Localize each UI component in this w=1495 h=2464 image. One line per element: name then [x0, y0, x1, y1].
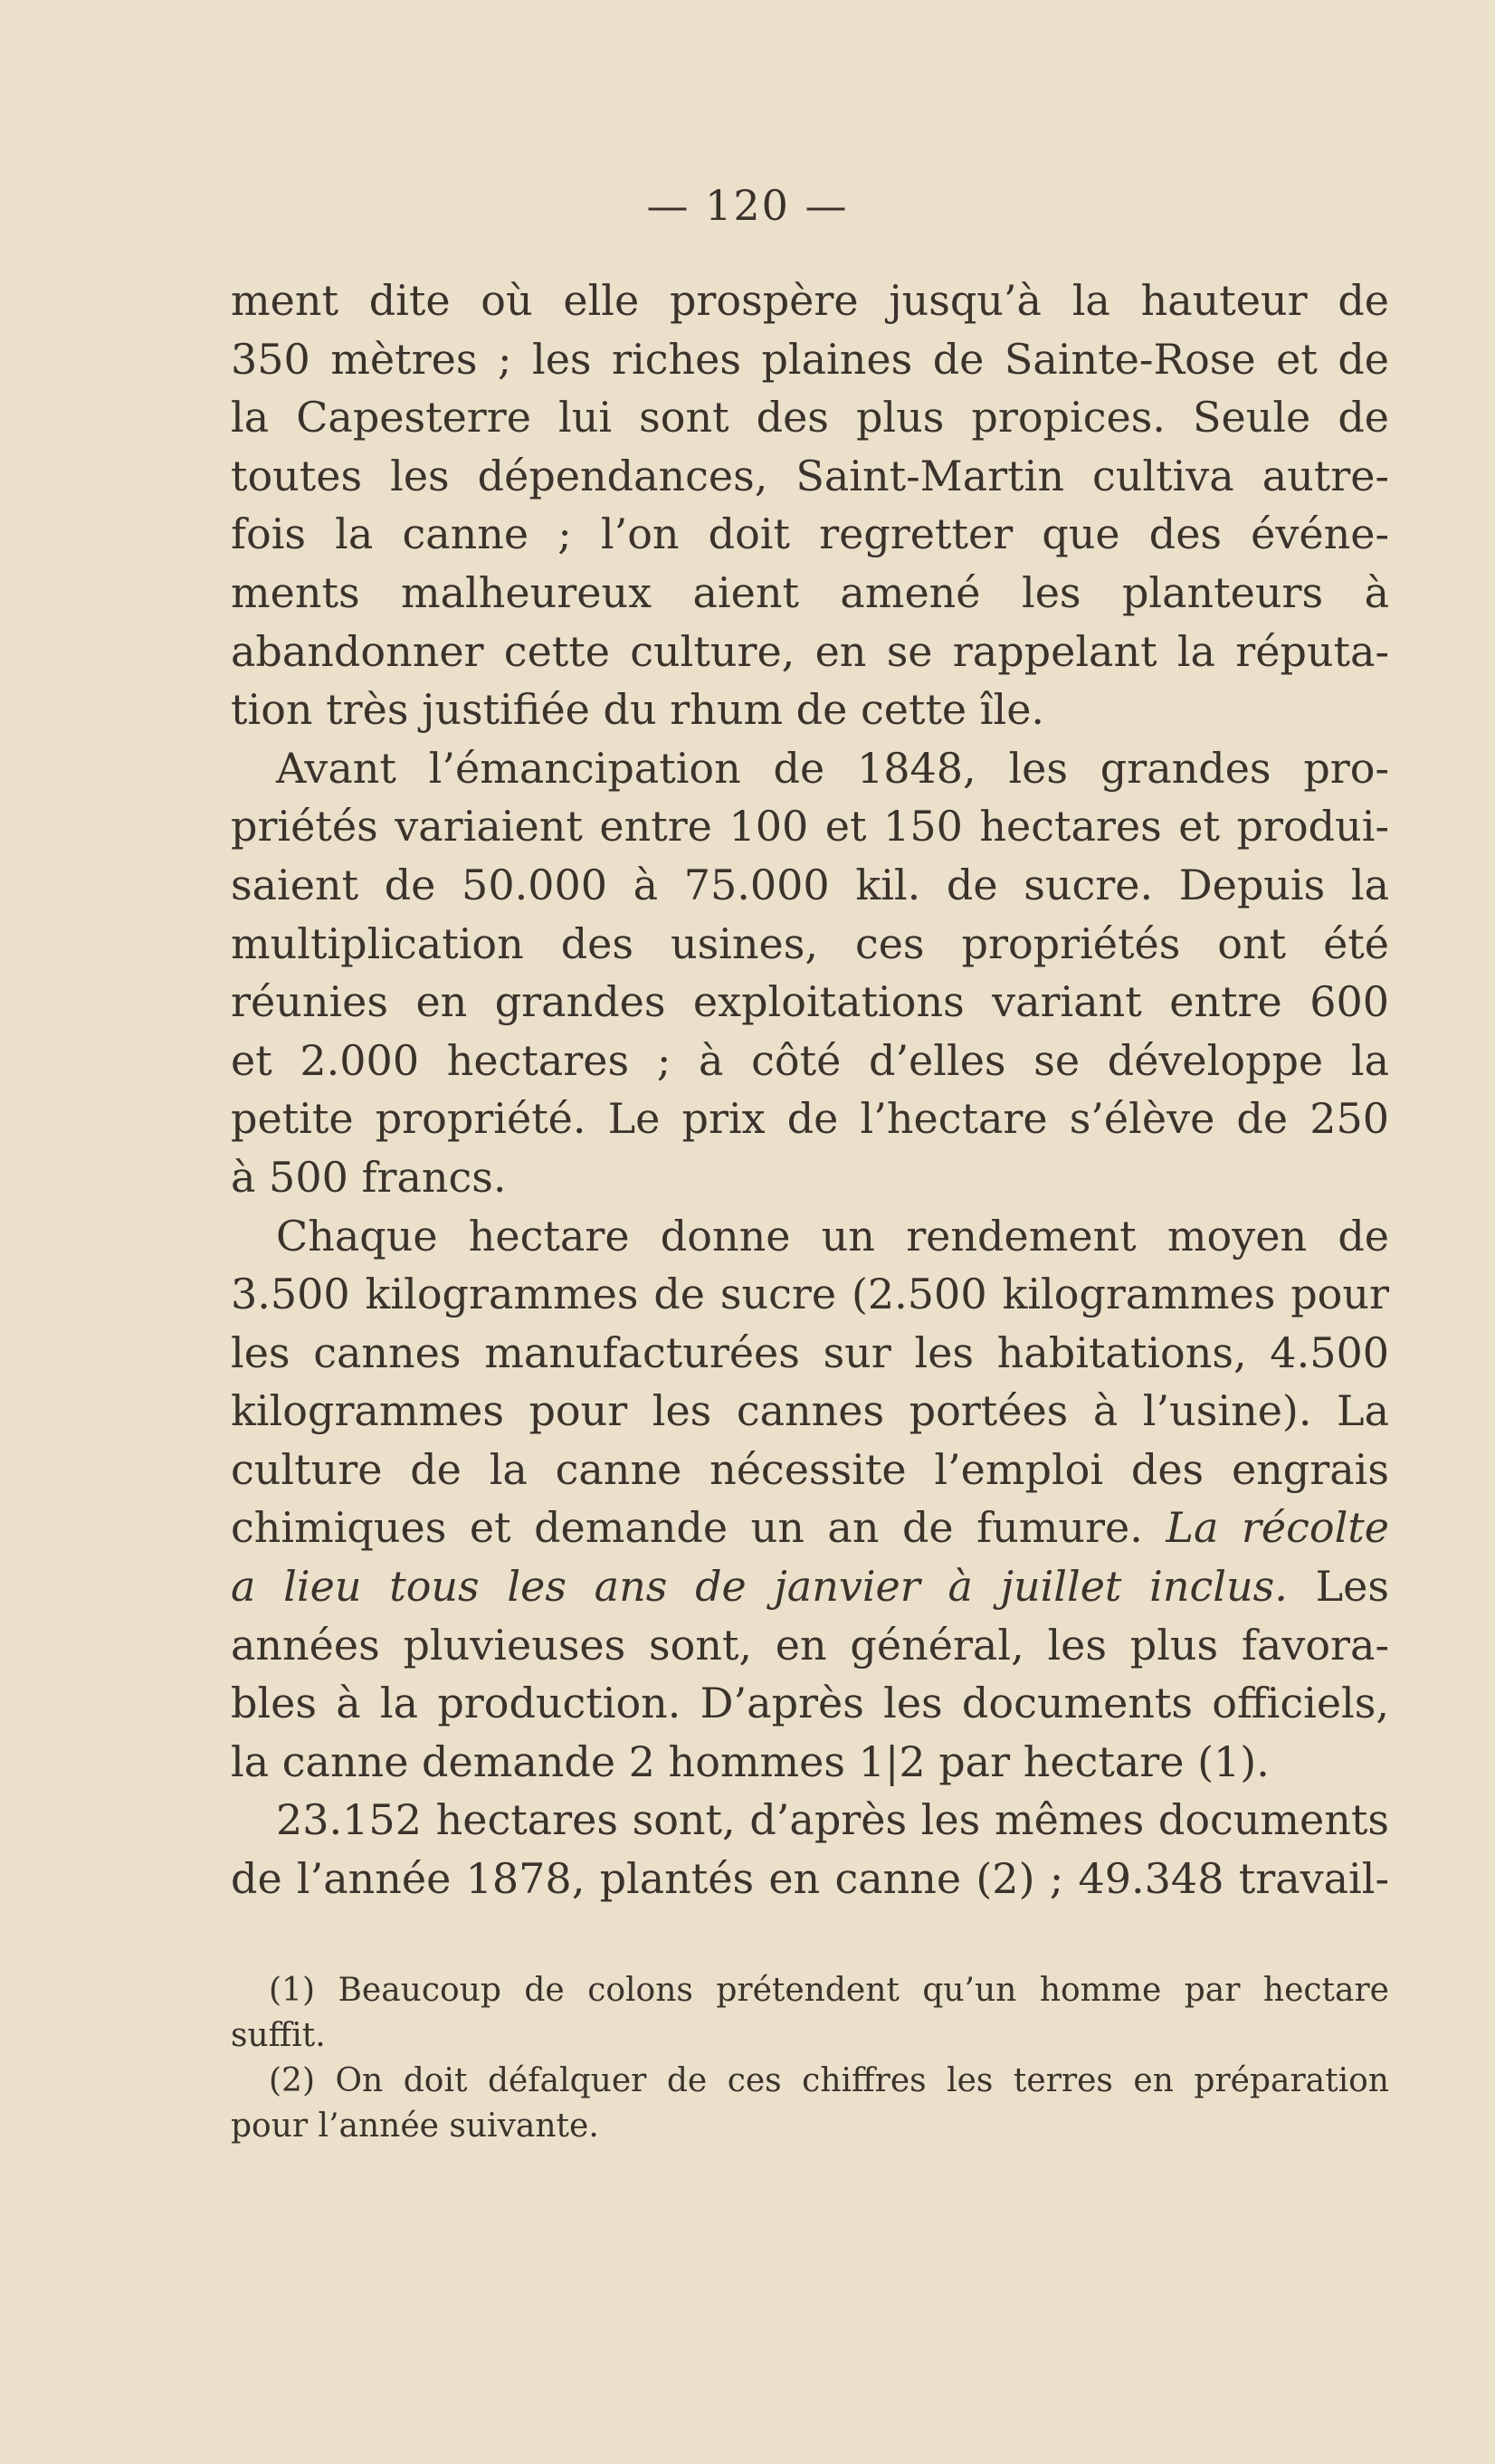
- text-line: la Capesterre lui sont des plus propices. Seule de: [231, 393, 1389, 442]
- text-line: priétés variaient entre 100 et 150 hectares et produi-: [231, 802, 1389, 851]
- text-line: les cannes manufacturées sur les habitations, 4.500: [231, 1327, 1389, 1377]
- italic-segment: La récolte: [1166, 1503, 1390, 1553]
- text-line: tion très justifiée du rhum de cette île.: [231, 685, 1045, 735]
- text-line: 3.500 kilogrammes de sucre (2.500 kilogrammes pour: [231, 1270, 1389, 1319]
- text-line: multiplication des usines, ces propriétés ont été: [231, 918, 1389, 968]
- footnotes: [231, 1968, 1389, 2149]
- text-line: années pluvieuses sont, en général, les plus favora-: [231, 1620, 1389, 1670]
- text-line: bles à la production. D’après les documents officiels,: [231, 1679, 1389, 1728]
- footnote-line: suffit.: [231, 2017, 326, 2054]
- text-line: 350 mètres ; les riches plaines de Sainte-Rose et de: [231, 334, 1389, 384]
- text-line: fois la canne ; l’on doit regretter que des événe-: [231, 509, 1389, 559]
- footnote-line: (1) Beaucoup de colons prétendent qu’un homme par hectare: [269, 1972, 1389, 2009]
- page-number: — 120 —: [646, 181, 849, 230]
- text-line: de l’année 1878, plantés en canne (2) ; 49.348 travail-: [231, 1854, 1389, 1904]
- text-line: ment dite où elle prospère jusqu’à la hauteur de: [231, 276, 1389, 325]
- italic-segment: a lieu tous les ans de janvier à juillet inclus.: [231, 1562, 1288, 1612]
- text-line: 23.152 hectares sont, d’après les mêmes documents: [276, 1795, 1389, 1845]
- text-line: abandonner cette culture, en se rappelant la réputa-: [231, 626, 1389, 676]
- text-line: Chaque hectare donne un rendement moyen de: [276, 1211, 1389, 1261]
- text-line: la canne demande 2 hommes 1|2 par hectare (1).: [231, 1736, 1270, 1786]
- text-line: et 2.000 hectares ; à côté d’elles se développe la: [231, 1035, 1389, 1085]
- text-line: saient de 50.000 à 75.000 kil. de sucre. Depuis la: [231, 860, 1389, 909]
- body-text: [231, 271, 1389, 1908]
- text-line: réunies en grandes exploitations variant entre 600: [231, 977, 1389, 1027]
- footnote-line: pour l’année suivante.: [231, 2107, 599, 2145]
- footnote-line: (2) On doit défalquer de ces chiffres les terres en préparation: [269, 2062, 1389, 2099]
- text-line: ments malheureux aient amené les planteurs à: [231, 567, 1389, 617]
- text-segment: Les: [1315, 1562, 1390, 1612]
- text-segment: chimiques et demande un an de fumure.: [231, 1503, 1143, 1553]
- text-line: Avant l’émancipation de 1848, les grandes pro-: [276, 743, 1389, 793]
- text-line: toutes les dépendances, Saint-Martin cultiva autre-: [231, 451, 1389, 500]
- text-line: [231, 1498, 1389, 1557]
- text-line: culture de la canne nécessite l’emploi des engrais: [231, 1444, 1389, 1494]
- text-line: kilogrammes pour les cannes portées à l’usine). La: [231, 1386, 1389, 1436]
- text-line: petite propriété. Le prix de l’hectare s’élève de 250: [231, 1094, 1389, 1144]
- text-line: [231, 1557, 1389, 1616]
- text-line: à 500 francs.: [231, 1152, 507, 1202]
